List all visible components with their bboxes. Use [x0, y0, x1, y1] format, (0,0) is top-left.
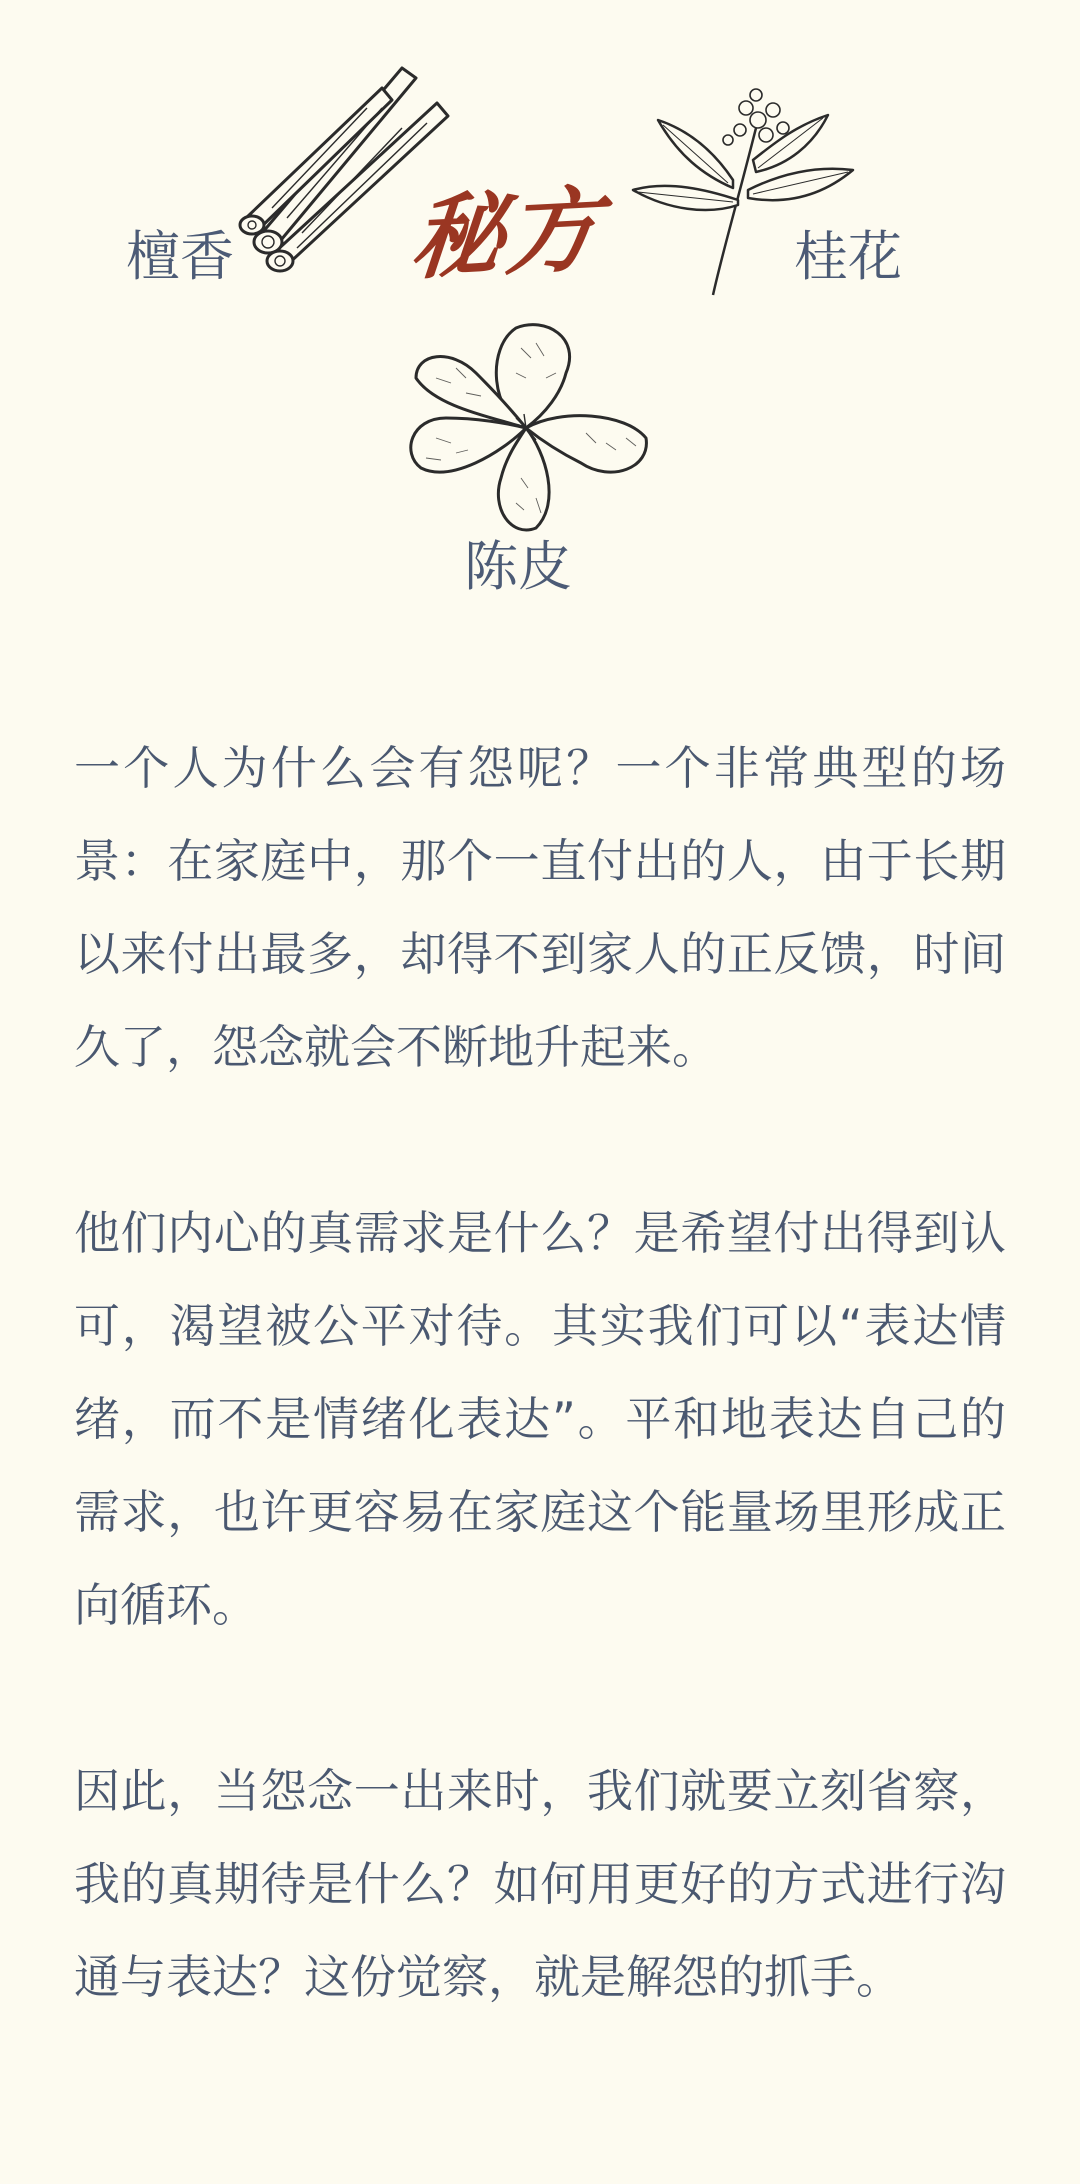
ingredient-label-tangerine-peel: 陈皮 — [464, 535, 572, 598]
paragraph-3: 因此，当怨念一出来时，我们就要立刻省察，我的真期待是什么？如何用更好的方式进行沟通与表达？这份觉察，就是解怨的抓手。 — [74, 1764, 1006, 2004]
paragraph-2: 他们内心的真需求是什么？是希望付出得到认可，渴望被公平对待。其实我们可以“表达情绪，而不是情绪化表达”。平和地表达自己的需求，也许更容易在家庭这个能量场里形成正向循环。 — [74, 1206, 1006, 1632]
article-body — [74, 722, 1006, 2024]
tangerine-peel-icon — [396, 318, 656, 538]
ingredient-label-sandalwood: 檀香 — [126, 225, 234, 288]
page-title: 秘方 — [406, 175, 606, 293]
ingredient-label-osmanthus: 桂花 — [794, 225, 902, 288]
paragraph-1: 一个人为什么会有怨呢？一个非常典型的场景：在家庭中，那个一直付出的人，由于长期以来付出最多，却得不到家人的正反馈，时间久了，怨念就会不断地升起来。 — [74, 741, 1006, 1074]
recipe-header — [0, 0, 1080, 620]
